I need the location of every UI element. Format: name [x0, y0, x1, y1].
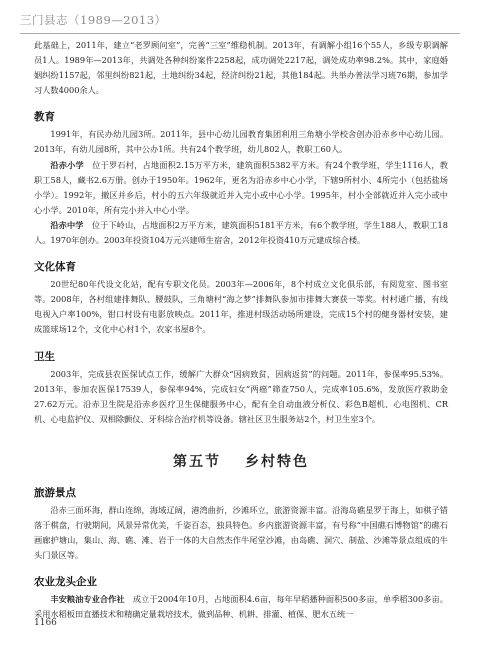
tourism-heading: 旅游景点 [34, 486, 76, 499]
page-body [34, 38, 448, 622]
intro-paragraph: 此基础上，2011年，建立“老罗顾问室”，完善“三室”维稳机制。2013年，有调解小组16个55人，乡级专职调解员1人。1989年—2013年，共调处各种纠纷案件2258起，成功调处2217起，调处成功率98.2%。其中，家庭婚姻纠纷1157起，邻里纠纷821起，土地纠纷34起，经济纠纷21起，其他184起。共举办普法学习班76期，参加学习人数4000余人。 [34, 40, 448, 96]
section-title [34, 451, 448, 471]
middle-school-text: 位于下岭山，占地面积2万平方米，建筑面积5181平方米，有6个教学班，学生188人，教职工18人。1970年创办。2003年投资104万元兴建师生宿舍，2012年投资410万元建成综合楼。 [34, 219, 448, 246]
primary-school-name: 沿赤小学 [50, 159, 84, 170]
tourism-paragraph: 沿赤三面环海，群山连绵，海域辽阔，港湾曲折，沙滩环立，旅游资源丰富。沿海岛礁星罗于海上，如棋子错落于棋盘，行驶期间，风景异常优美，千姿百态，独具特色。乡内旅游资源丰富，有号称“中国礁石博物馆”的礁石画廊护塘山，集山、海、礁、滩、岩于一体的大自然杰作牛尾堂沙滩，由岛礁、洞穴、制盐、沙滩等景点组成的牛头门景区等。 [34, 504, 448, 561]
section-number: 第五节 [173, 453, 221, 470]
page-number: 1166 [34, 618, 57, 628]
cooperative-name: 丰安粮油专业合作社 [50, 594, 125, 605]
primary-school-text: 位于罗石村，占地面积2.15万平方米，建筑面积5382平方米。有24个教学班，学生1116人，教职工58人，藏书2.6万册。创办于1950年。1962年，更名为沿赤乡中心小学，下辖9所村小、4所完小（包括盐场小学）。1992年，撤区并乡后，村小的五六年级就近并入完小或中心小学。1995年，村小全部就近并入完小或中心小学。2010年，所有完小并入中心小学。 [34, 159, 448, 215]
cooperative-paragraph [34, 592, 448, 622]
culture-paragraph: 20世纪80年代设文化站，配有专职文化员。2003年—2006年，8个村成立文化俱乐部，有阅览室、图书室等。2008年，各村组建排舞队、腰鼓队，三角塘村“海之梦”排舞队参加市排舞大赛获一等奖。村村通广播，有线电视入户率100%，钳口村设有电影放映点。2011年，推进村级活动场所建设，完成15个村的健身器材安装，建成篮球场12个，文化中心村1个，农家书屋8个。 [34, 279, 448, 335]
health-heading: 卫生 [34, 350, 55, 363]
education-heading: 教育 [34, 111, 55, 124]
cooperative-text: 成立于2004年10月，占地面积4.6亩，每年早稻播种面积500多亩，单季稻300多亩。采用水稻板田直播技术和精确定量栽培技术，做到品种、机耕、排灌、植保、肥水五统一 [34, 594, 448, 620]
agriculture-heading: 农业龙头企业 [34, 576, 97, 589]
middle-school-name: 沿赤中学 [50, 219, 84, 230]
education-paragraph: 1991年，有民办幼儿园3所。2011年，县中心幼儿园教育集团利用三角塘小学校舍创办沿赤乡中心幼儿园。2013年，有幼儿园8所，其中公办1所。共有24个教学班，幼儿802人，教职工60人。 [34, 129, 448, 155]
primary-school-paragraph [34, 158, 448, 218]
culture-heading: 文化体育 [34, 261, 76, 274]
section-name: 乡村特色 [245, 453, 309, 470]
middle-school-paragraph [34, 218, 448, 248]
header-rule [20, 33, 460, 34]
health-paragraph: 2003年，完成县农医保试点工作，缓解广大群众“因病致贫，因病返贫”的问题。2011年，参保率95.53%。2013年，参加农医保17539人，参保率94%，完成妇女“两癌”筛查750人，完成率105.6%，发放医疗救助金27.62万元。沿赤卫生院是沿赤乡医疗卫生保健服务中心，配有全自动血液分析仪、彩色B超机、心电图机、CR机、心电监护仪、双相除颤仪、牙科综合治疗机等设备。辖社区卫生服务站2个，村卫生室3个。 [34, 368, 448, 424]
running-header: 三门县志（1989—2013） [20, 13, 167, 27]
